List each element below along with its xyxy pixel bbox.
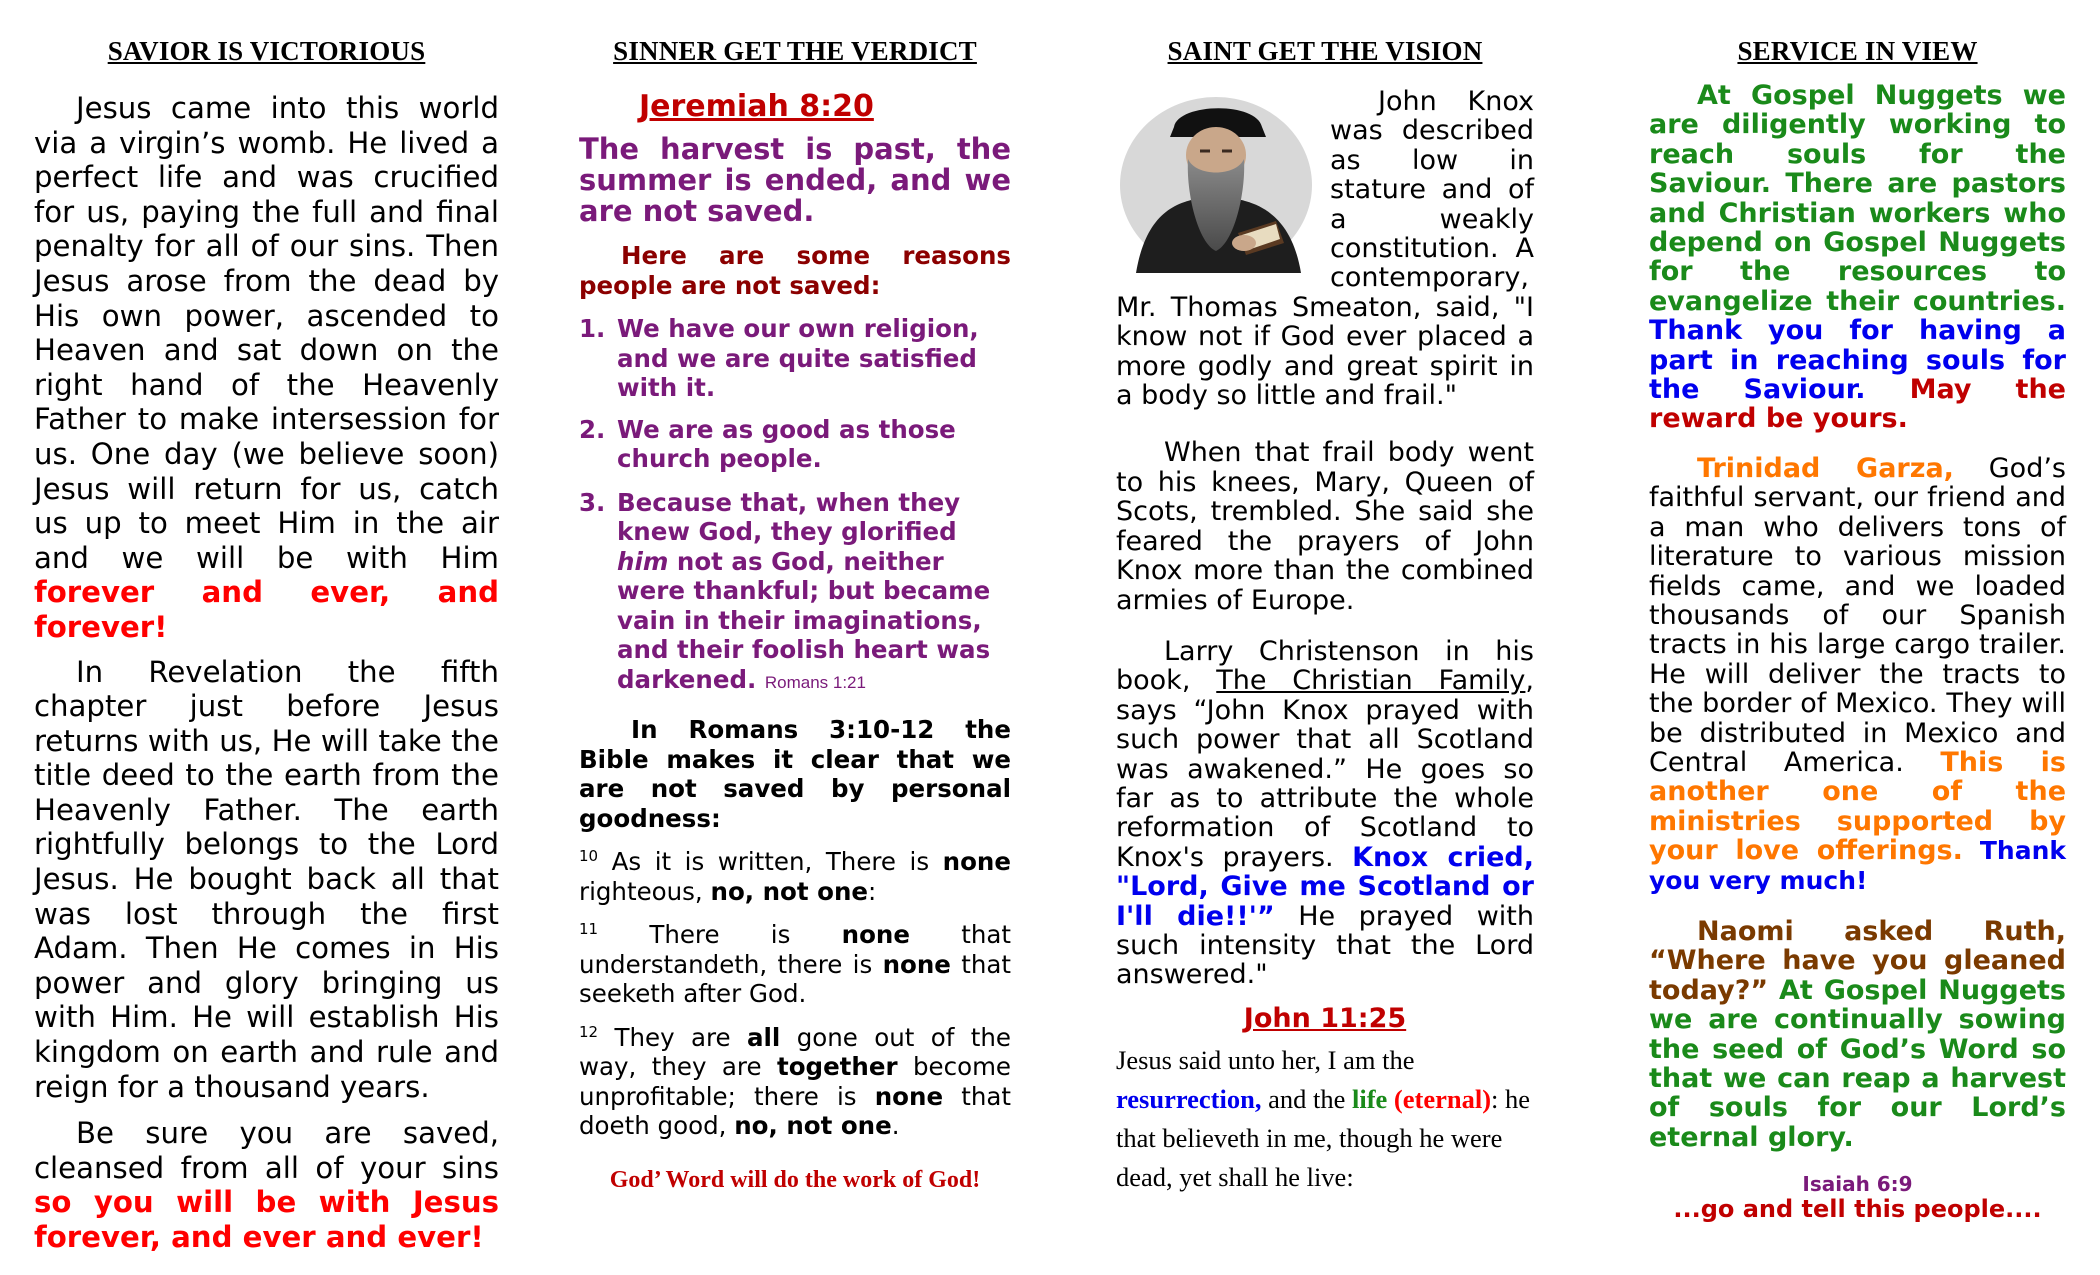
- savior-paragraph-2: In Revelation the fifth chapter just before Jesus returns with us, He will take the title deed to the earth from the Heavenly Father. The earth rightfully belongs to the Lord Jesus. He bought back all that was lost through the first Adam. Then He comes in His power and glory bringing us with Him. He will establish His kingdom on earth and rule and reign for a thousand years.: [34, 654, 499, 1104]
- verse-10: $^{10}$ As it is written, There is none righteous, no, not one:: [579, 846, 1011, 906]
- word-of-god-footer: God’ Word will do the work of God!: [609, 1166, 981, 1193]
- verse-12: $^{12}$ They are all gone out of the way, they are together become unprofitable; there is none that doeth good, no, not one.: [579, 1022, 1012, 1140]
- service-paragraph-1: At Gospel Nuggets we are diligently working to reach souls for the Saviour. There are pastors and Christian workers who depend on Gospel Nuggets for the resources to evangelize their countries. Thank you for having a part in reaching souls for the Saviour. May the reward be yours.: [1649, 80, 2066, 435]
- reason-2: 2. We are as good as those church people.: [579, 414, 956, 473]
- knox-paragraph-1: John Knox was described as low in stature and of a weakly constitution. A contemporary, Mr. Thomas Smeaton, said, "I know not if God ever placed a more godly and great spirit in a body so little and frail.": [1116, 86, 1534, 412]
- john-knox-portrait: [1116, 93, 1316, 273]
- sinner-heading: SINNER GET THE VERDICT: [613, 36, 977, 66]
- column-service: [1649, 36, 2066, 1222]
- christian-family-title: The Christian Family: [1216, 665, 1526, 697]
- savior-heading: SAVIOR IS VICTORIOUS: [107, 36, 426, 66]
- knox-paragraph-3: Larry Christenson in his book, The Christian Family, says “John Knox prayed with such power that all Scotland was awakened.” He goes so far as to attribute the whole reformation of Scotland to Knox's prayers. Knox cried, "Lord, Give me Scotland or I'll die!!'” He prayed with such intensity that the Lord answered.": [1116, 635, 1535, 991]
- savior-paragraph-1: Jesus came into this world via a virgin’s womb. He lived a perfect life and was crucified for us, paying the full and final penalty for all of our sins. Then Jesus arose from the dead by His own power, ascended to Heaven and sat down on the right hand of the Heavenly Father to make intersession for us. One day (we believe soon) Jesus will return for us, catch us up to meet Him in the air and we will be with Him forever and ever, and forever!: [34, 91, 499, 644]
- savior-paragraph-3: Be sure you are saved, cleansed from all of your sins so you will be with Jesus forever, and ever and ever!: [34, 1116, 499, 1254]
- go-tell-closing: ...go and tell this people....: [1673, 1195, 2042, 1224]
- with-jesus-highlight: so you will be with Jesus forever, and ever and ever!: [34, 1185, 499, 1254]
- column-sinner: [579, 36, 1011, 1194]
- service-heading: SERVICE IN VIEW: [1737, 36, 1978, 66]
- jeremiah-verse: The harvest is past, the summer is ended, and we are not saved.: [579, 132, 1011, 228]
- column-saint: [1116, 36, 1534, 1197]
- forever-highlight: forever and ever, and forever!: [34, 575, 499, 644]
- column-savior: [34, 36, 499, 1255]
- service-paragraph-3: Naomi asked Ruth, “Where have you gleaned today?” At Gospel Nuggets we are continually sowing the seed of God’s Word so that we can reap a harvest of souls for our Lord’s eternal glory.: [1649, 915, 2066, 1153]
- knox-paragraph-2: When that frail body went to his knees, Mary, Queen of Scots, trembled. She said she feared the prayers of John Knox more than the combined armies of Europe.: [1116, 437, 1534, 616]
- trinidad-garza-name: Trinidad Garza,: [1697, 452, 1954, 484]
- john-verse: Jesus said unto her, I am the resurrection, and the life (eternal): he that believeth in me, though he were dead, yet shall he live:: [1116, 1045, 1531, 1193]
- service-paragraph-2: Trinidad Garza, God’s faithful servant, our friend and a man who delivers tons of literature to various mission fields came, and we loaded thousands of our Spanish tracts in his large cargo trailer. He will deliver the tracts to the border of Mexico. They will be distributed in Mexico and Central America. This is another one of the ministries supported by your love offerings. Thank you very much!: [1649, 452, 2066, 895]
- romans-intro: In Romans 3:10-12 the Bible makes it clear that we are not saved by personal goodness:: [579, 715, 1011, 833]
- knox-cried-quote: Knox cried, "Lord, Give me Scotland or I'll die!!'”: [1116, 841, 1535, 932]
- jeremiah-reference: Jeremiah 8:20: [639, 89, 874, 124]
- romans-reference: Romans 1:21: [764, 672, 866, 692]
- reason-3: 3. Because that, when they knew God, they glorified him not as God, neither were thankful; but became vain in their imaginations, and their foolish heart was darkened. Romans 1:21: [579, 487, 991, 694]
- reasons-intro: Here are some reasons people are not saved:: [579, 241, 1011, 300]
- saint-heading: SAINT GET THE VISION: [1167, 36, 1483, 66]
- reasons-list: [579, 314, 1011, 697]
- john-reference: John 11:25: [1243, 1002, 1407, 1034]
- reason-1: 1. We have our own religion, and we are quite satisfied with it.: [579, 314, 979, 402]
- isaiah-reference: Isaiah 6:9: [1802, 1172, 1913, 1197]
- verse-11: $^{11}$ There is none that understandeth, there is none that seeketh after God.: [579, 919, 1011, 1008]
